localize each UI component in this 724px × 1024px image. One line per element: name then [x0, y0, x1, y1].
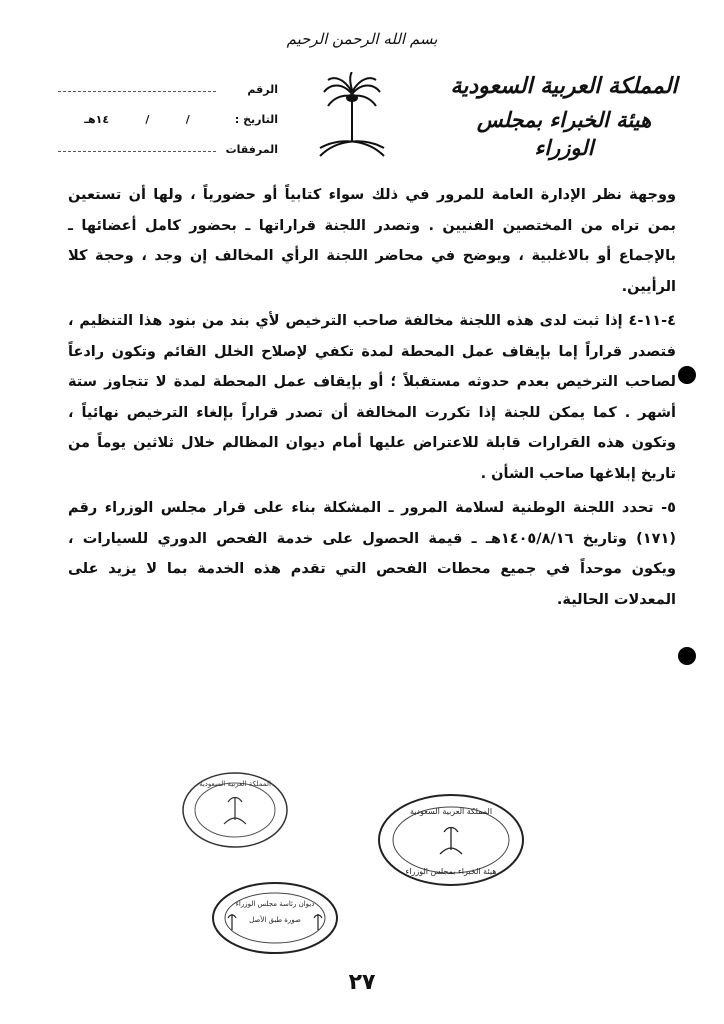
reference-line [58, 81, 216, 92]
paragraph-5 [68, 493, 676, 615]
clause-number: ٥- [661, 500, 676, 516]
stamp-top-text: المملكة العربية السعودية [199, 780, 271, 788]
organization-header [444, 72, 684, 162]
date-separator-2: / [145, 113, 150, 126]
date-label: التاريخ : [234, 113, 278, 126]
stamp-bottom-top-text: ديوان رئاسة مجلس الوزراء [235, 900, 315, 908]
attachments-line [58, 141, 216, 152]
document-body [68, 180, 676, 615]
stamp-bottom-mid-text: صورة طبق الأصل [249, 916, 301, 924]
document-metadata [58, 66, 278, 156]
org-line-2: هيئة الخبراء بمجلس الوزراء [476, 107, 652, 160]
official-stamp-bottom [210, 880, 340, 956]
stamp-right-top-text: المملكة العربية السعودية [409, 807, 493, 816]
official-stamp-top [180, 770, 290, 850]
clause-text: إذا ثبت لدى هذه اللجنة مخالفة صاحب الترخيص لأي بند من بنود هذا التنظيم ، فتصدر قراراً إما بإيقاف عمل المحطة لمدة تكفي لإصلاح الخلل القائم وتكون رادعاً لصاحب الترخيص بعدم حدوثه مستقبلاً ؛ أو بإيقاف عمل المحطة لمدة لا تتجاوز ستة أشهر . كما يمكن للجنة إذا تكررت المخالفة أن تصدر قراراً بإلغاء الترخيص نهائياً ، وتكون هذه القرارات قابلة للاعتراض عليها أمام ديوان المظالم خلال ثلاثين يوماً من تاريخ إبلاغها صاحب الشأن . [68, 313, 676, 482]
date-row [58, 96, 278, 126]
paragraph-4-11-4 [68, 306, 676, 489]
date-separator-1: / [185, 113, 190, 126]
page-number: ٢٧ [348, 970, 376, 995]
clause-number: ٤-١١-٤ [628, 313, 676, 329]
org-line-1: المملكة العربية السعودية [450, 73, 678, 99]
official-stamp-right [376, 792, 526, 888]
clause-text: تحدد اللجنة الوطنية لسلامة المرور ـ المشكلة بناء على قرار مجلس الوزراء رقم (١٧١) وتاريخ ١٤٠٥/٨/١٦هـ ـ قيمة الحصول على خدمة الفحص الدوري للسيارات ، ويكون موحداً في جميع محطات الفحص التي تقدم هذه الخدمة بما لا يزيد على المعدلات الحالية. [68, 500, 676, 608]
reference-row [58, 66, 278, 96]
date-field [58, 113, 216, 126]
binder-hole-mark [678, 647, 696, 665]
palm-swords-emblem-icon [312, 72, 392, 172]
reference-label: الرقم [247, 83, 278, 96]
stamp-right-bottom-text: هيئة الخبراء بمجلس الوزراء [405, 867, 497, 876]
binder-hole-mark [678, 366, 696, 384]
paragraph-1: ووجهة نظر الإدارة العامة للمرور في ذلك سواء كتابياً أو حضورياً ، ولها أن تستعين بمن تراه من المختصين الفنيين . وتصدر اللجنة قراراتها ـ بحضور كامل أعضائها ـ بالإجماع أو بالاغلبية ، ويوضح في محاضر اللجنة الرأي المخالف إن وجد ، وحجة كلا الرأيين. [68, 187, 676, 295]
attachments-label: المرفقات [225, 143, 278, 156]
basmala: بسم الله الرحمن الرحيم [286, 30, 438, 48]
attachments-row [58, 126, 278, 156]
date-suffix: ١٤هـ [84, 113, 110, 126]
